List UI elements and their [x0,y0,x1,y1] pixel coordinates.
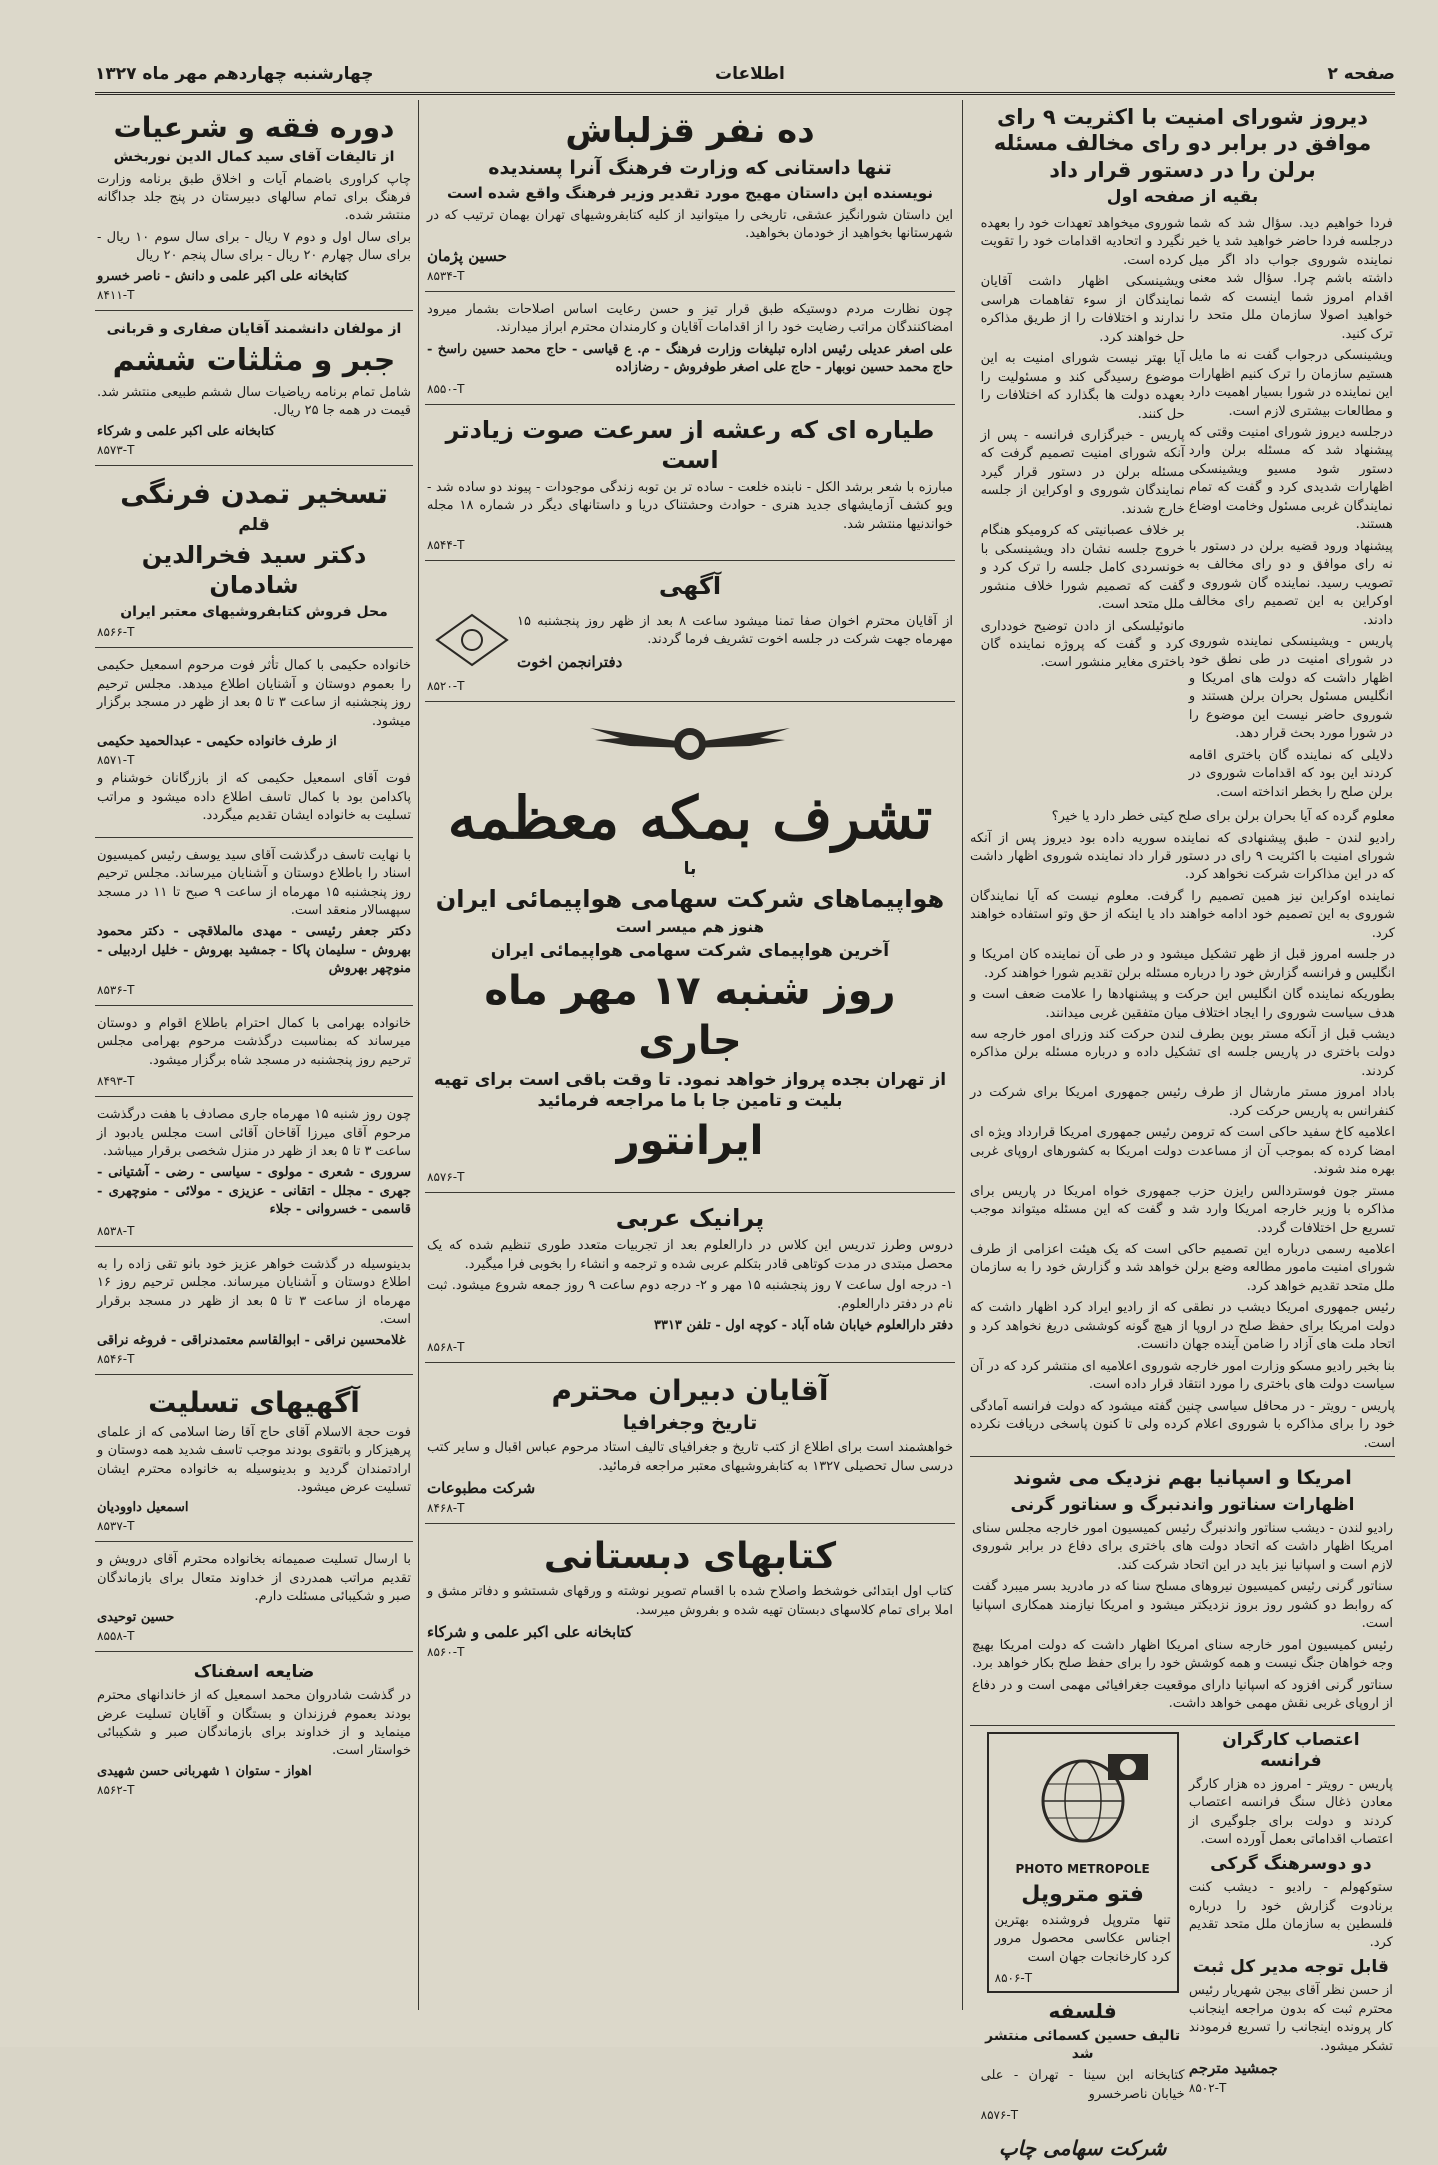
ad-code: ۸۵۲۰-T [427,679,465,694]
ad-title: تشرف بمکه معظمه [447,784,933,853]
ad-connector: با [683,858,697,879]
news-paragraph: ستوکهولم - رادیو - دیشب کنت برنادوت گزارش خود را درباره فلسطین به سازمان ملل متحد تقدیم کرد. [1188,1880,1393,1951]
notice-body [517,610,953,671]
ad-text: با نهایت تاسف درگذشت آقای سید یوسف رئیس کمیسیون اسناد را باطلاع دوستان و آشنایان میرساند. مجلس ترحیم روز پنجشنبه ۱۵ مهرماه از ساعت ۹ صبح تا ۱۱ در مسجد سپهسالار منعقد است. [97,847,411,918]
photo-brand: فتو متروپل [1021,1881,1144,1907]
news-headline: دیروز شورای امنیت با اکثریت ۹ رای موافق در برابر دو رای مخالف مسئله برلن را در دستور قرار داد [993,105,1372,182]
news-paragraph: پیشنهاد ورود قضیه برلن در دستور با نه رای موافق و دو رای مخالف به تصویب رسید. نماینده گان شوروی و اوکراین به این تصمیم رای مخالف دادند. [1188,538,1393,628]
thanks-notice [425,292,955,405]
article-headline: امریکا و اسپانیا بهم نزدیک می شوند [1013,1467,1352,1489]
ad-code: ۸۵۶۲-T [97,1782,135,1797]
emblem-icon [427,605,517,675]
ad-code: ۸۴۹۳-T [97,1074,135,1089]
ad-code: ۸۵۵۰-T [427,381,465,396]
ad-text: چون روز شنبه ۱۵ مهرماه جاری مصادف با هفت درگذشت مرحوم آقای میرزا آقاخان آقائی است مجلس یادبود از ساعت ۳ تا ۵ بعد از ظهر در منزل شخصی برقرار میباشد. [97,1107,411,1160]
arabic-course-ad [425,1193,955,1362]
ad-title: پرانیک عربی [615,1204,765,1233]
news-paragraph: شوروی میخواهد تعهدات خود را بعهده نگیرد و اتحادیه اقدامات خود را تقویت کرده است. [980,216,1185,268]
news-paragraph: بنا بخبر رادیو مسکو وزارت امور خارجه شوروی اعلامیه ای منتشر کرد که در آن سیاست دولت های باختری را مورد انتقاد قرار داده است. [970,1358,1395,1393]
ad-text: فوت آقای اسمعیل حکیمی که از بازرگانان خوشنام و پاکدامن بود با کمال تاسف اطلاع داده میشود و مراتب تسلیت به خانواده ایشان تقدیم میگردد. [97,771,411,824]
ad-text: این داستان شورانگیز عشقی، تاریخی را میتوانید از کلیه کتابفروشیهای تهران بهمان ترتیب که در شهرستانها بخواهید از خودمان بخواهید. [427,208,953,242]
ad-code: ۸۵۳۸-T [97,1223,135,1238]
globe-logo-icon [1008,1746,1158,1856]
book-ad-qizilbash [425,100,955,292]
news-paragraph: سناتور گرنی افزود که اسپانیا دارای موقعیت جغرافیائی مهمی است و در دفاع از اروپای غربی نقش مهمی خواهد داشت. [972,1677,1393,1712]
ad-title: ضایعه اسفناک [193,1661,315,1682]
ad-signature: شرکت مطبوعات [427,1479,536,1498]
ad-subtitle: هنوز هم میسر است [615,917,765,936]
ad-signature: حسین پژمان [427,246,507,265]
philosophy-ad-title: فلسفه [1048,1999,1117,2024]
ad-author: دکتر سید فخرالدین شادمان [141,540,367,599]
ad-code: ۸۵۰۲-T [1188,2080,1227,2095]
ad-text: خانواده حکیمی با کمال تأثر فوت مرحوم اسمعیل حکیمی را بعموم دوستان و آشنایان اطلاع میدهد. مجلس ترحیم روز پنجشنبه از ساعت ۳ تا ۵ بعد از ظهر در مسجد برگزار میشود. [97,658,411,729]
ad-text: کتابخانه ابن سینا - تهران - علی خیابان ناصرخسرو [980,2068,1185,2102]
ad-signature: اهواز - ستوان ۱ شهربانی حسن شهیدی [97,1763,312,1779]
news-paragraph: رادیو لندن - دیشب سناتور واندنبرگ رئیس کمیسیون امور خارجه مجلس سنای امریکا اظهار داشت که اتحاد دولت های باختری برای دفاع در برابر شوروی لازم است و اسپانیا نیز باید در این اتحاد شرکت کند. [972,1521,1393,1573]
ad-code: ۸۵۶۸-T [427,1339,465,1354]
ad-text: ۱- درجه اول ساعت ۷ روز پنجشنبه ۱۵ مهر و ۲- درجه دوم ساعت ۹ روز جمعه شروع میشود. ثبت نام در دفتر دارالعلوم. [427,1278,953,1312]
philosophy-author: تالیف حسین کسمائی منتشر شد [985,2028,1181,2062]
news-paragraph: در جلسه امروز قبل از ظهر تشکیل میشود و در طی آن نماینده کان امریکا و انگلیس و فرانسه گزارش خود را درباره مسئله برلن تقدیم شورا خواهند کرد. [970,947,1395,981]
signatory-names: علی اصغر عدیلی رئیس اداره تبلیغات وزارت فرهنگ - م. ع قیاسی - حاج محمد حسین راسخ - حاج محمد حسین نوبهار - حاج علی اصغر طوفروش - رضازاده [427,341,953,376]
ad-signature: دفترانجمن اخوت [517,652,623,671]
ad-title: طیاره ای که رعشه از سرعت صوت زیادتر است [445,415,935,474]
ad-text: از تهران بجده پرواز خواهد نمود. تا وقت باقی است برای تهیه بلیت و تامین جا با ما مراجعه فرمائید [433,1069,947,1112]
news-subcolumn [981,212,1185,676]
column-divider [418,100,419,2010]
ad-code: ۸۵۴۶-T [97,1351,135,1366]
news-paragraph: پاریس - رویتر - امروز ده هزار کارگر معادن ذغال سنگ فرانسه اعتصاب کردند و دولت برای جلوگیری از اعتصاب اقداماتی بعمل آورده است. [1188,1777,1393,1848]
top-rule [95,92,1395,95]
ad-code: ۸۵۷۳-T [97,442,135,457]
ad-code: ۸۵۶۶-T [97,625,135,640]
issue-date: چهارشنبه چهاردهم مهر ماه ۱۳۲۷ [95,64,374,84]
photo-brand-latin: PHOTO METROPOLE [1015,1861,1150,1876]
ad-text: شامل تمام برنامه ریاضیات سال ششم طبیعی منتشر شد. قیمت در همه جا ۲۵ ریال. [97,384,411,419]
ad-title: جبر و مثلثات ششم [112,343,396,379]
article-headline: اعتصاب کارگران فرانسه [1222,1729,1360,1771]
ad-signature: از طرف خانواده حکیمی - عبدالحمید حکیمی [97,734,337,750]
ad-text: دروس وطرز تدریس این کلاس در دارالعلوم بعد از تجربیات متعدد طوری تنظیم شده که یک محصل مبتدی در مدت کوتاهی قادر بتکلم عربی شده و ترجمه و انشاء را بخوبی فرا میگیرد. [427,1238,953,1272]
ad-title: آگهی [658,572,722,601]
condolence-ads [95,1375,413,1543]
ad-byline: قلم [238,514,270,535]
magazine-ad [425,405,955,561]
ad-text: با ارسال تسلیت صمیمانه بخانواده محترم آقای درویش و تقدیم مراتب همدردی از خداوند متعال برای بازماندگان صبر و شکیبائی مسئلت دارم. [97,1552,411,1605]
ad-subtitle: تاریخ وجغرافیا [622,1411,758,1434]
news-paragraph: از حسن نظر آقای بیجن شهریار رئیس محترم ثبت که بدون مراجعه اینجانب کار پرونده اینجانب را تسریع فرمودند تشکر میشود. [1188,1983,1393,2054]
signatory-names: دکتر جعفر رئیسی - مهدی مالملاقچی - دکتر محمود بهروش - سلیمان پاکا - جمشید بهروش - خلیل اردبیلی - منوچهر بهروش [97,924,411,977]
news-paragraph: پاریس - رویتر - در محافل سیاسی چنین گفته میشود که دولت فرانسه آمادگی خود را برای مذاکره با شوروی اعلام کرده ولی تا کنون پاسخی دریافت نکرده است. [970,1398,1395,1451]
ad-prices: برای سال اول و دوم ۷ ریال - برای سال سوم ۱۰ ریال - برای سال چهارم ۲۰ ریال - برای سال پنجم ۲۰ ریال [97,229,411,264]
fiqh-book-ad [95,100,413,311]
condolence-notice [95,1542,413,1651]
ad-code: ۸۵۳۶-T [97,982,135,997]
article-subhead: اظهارات سناتور واندنبرگ و سناتور گرنی [1010,1494,1355,1515]
ad-text: آخرین هواپیمای شرکت سهامی هواپیمائی ایران [490,940,890,961]
news-paragraph: اعلامیه رسمی درباره این تصمیم حاکی است که یک هیئت اعزامی از طرف شورای امنیت مامور مطالعه وضع برلن خواهد شد و گزارش خود را به سازمان ملل متحد تقدیم خواهد کرد. [970,1242,1395,1294]
ad-subtitle: نویسنده این داستان مهیج مورد تقدیر وزیر فرهنگ واقع شده است [447,184,933,203]
ad-subtitle: از مولفان دانشمند آقایان صفاری و قربانی [106,320,402,337]
ad-signature: حسین توحیدی [97,1609,175,1625]
wings-logo-icon [427,708,953,778]
ad-signature: کتابخانه علی اکبر علمی و شرکاء [427,1623,633,1642]
ad-text: در گذشت شادروان محمد اسمعیل که از خاندانهای محترم بودند بعموم فرزندان و بستگان و آقایان تسلیت عرض مینماید و از خداوند برای بازماندگان صبر و شکیبائی خواستار است. [97,1688,411,1759]
ad-signature: غلامحسین نراقی - ابوالقاسم معتمدنراقی - فروغه نراقی [97,1332,406,1348]
ad-brand: ایرانتور [616,1118,764,1165]
printer-name: شرکت سهامی چاپ [998,2136,1167,2161]
ad-title: آگهیهای تسلیت [148,1385,360,1419]
news-paragraph: بطوریکه نماینده گان انگلیس این حرکت و پیشنهادها را علامت ضعف است و هدف سیاست شوروی را ایجاد اختلاف میان متفقین غربی میدانند. [970,987,1395,1021]
ad-address: دفتر دارالعلوم خیابان شاه آباد - کوچه اول - تلفن ۳۳۱۳ [653,1318,953,1334]
news-subhead: بقیه از صفحه اول [1106,186,1259,207]
ad-text: فوت حجة الاسلام آقای حاج آقا رضا اسلامی که از علمای پرهیزکار و باتقوی بودند موجب تاسف شدید همه دوستان و ارادتمندان گردید و بدینوسیله به خانواده محترم ایشان تسلیت عرض میشود. [97,1424,411,1496]
news-column [970,100,1396,2161]
ad-title: کتابهای دبستانی [543,1536,837,1578]
news-paragraph: رئیس کمیسیون امور خارجه سنای امریکا اظهار داشت که دولت امریکا بهیچ وجه خواهان جنگ نیست و همه کوشش خود را برای حفظ صلح بکار خواهد برد. [972,1637,1393,1672]
ad-code: ۸۵۵۸-T [97,1628,135,1643]
ad-subcolumn [981,1726,1185,2165]
ad-text: بدینوسیله در گذشت خواهر عزیز خود بانو تقی زاده را به اطلاع دوستان و آشنایان میرساند. مجلس ترحیم روز ۱۶ مهرماه از ساعت ۳ تا ۵ بعد از ظهر در مسجد برقرار است. [97,1256,412,1328]
ad-code: ۸۴۱۱-T [97,287,135,302]
ad-signature: کتابخانه علی اکبر علمی و دانش - ناصر خسرو [97,268,349,284]
notice-ad [425,561,955,702]
news-paragraph: آیا بهتر نیست شورای امنیت به این موضوع رسیدگی کند و مسئولیت را بعهده دولت ها بگذارد که اختلافات را حل کنند. [980,351,1185,422]
news-paragraph: نماینده اوکراین نیز همین تصمیم را گرفت. معلوم نیست که آیا نمایندگان شوروی به این تصمیم خود ادامه خواهند داد یا اینکه از حق وتو استفاده خواهند کرد. [970,888,1395,941]
memorial-notice [95,1247,413,1375]
ad-title: تسخیر تمدن فرنگی [120,476,388,510]
condolence-notice [95,648,413,837]
notice-signature: جمشید مترجم [1188,2058,1278,2077]
ad-code: ۸۵۷۶-T [427,1170,465,1185]
news-paragraph: پاریس - خبرگزاری فرانسه - پس از آنکه شورای امنیت تصمیم گرفت که مسئله برلن در دستور قرار گیرد نمایندگان شوروی و اوکراین از جلسه خارج شدند. [980,427,1185,517]
news-subcolumn [1189,1726,1393,2095]
news-paragraph: رادیو لندن - طبق پیشنهادی که نماینده سوریه داده بود دیروز پس از آنکه شورای امنیت با اکثریت ۹ رای در دستور قرار داد نماینده شوروی اظهار داشت که در این مذاکرات شرکت نخواهد کرد. [970,830,1396,883]
news-paragraph: ویشینسکی درجواب گفت نه ما مایل هستیم سازمان را ترک کنیم اظهارات این نماینده در شورا بسیار اهمیت دارد و مطالعات بیشتری لازم است. [1188,348,1393,419]
ad-code: ۸۵۳۴-T [427,268,465,283]
math-book-ad [95,311,413,466]
ad-subtitle: تنها داستانی که وزارت فرهنگ آنرا پسندیده [488,156,892,179]
ad-subtitle: هواپیماهای شرکت سهامی هواپیمائی ایران [435,884,945,913]
news-paragraph: معلوم گرده که آیا بحران برلن برای صلح کیتی خطر دارد یا خیر؟ [1051,809,1395,825]
ad-code: ۸۵۳۷-T [97,1519,135,1534]
ad-text: چون نظارت مردم دوستیکه طبق قرار تیز و حسن رعایت اساس اصلاحات بشمار میرود امضاکنندگان مراتب رضایت خود را از اقدامات آقایان و کارمندان محترم ابراز میدارند. [427,301,953,336]
ad-code: ۸۵۷۱-T [97,753,135,768]
news-paragraph: سناتور گرنی رئیس کمیسیون نیروهای مسلح سنا که در مادرید بسر میبرد گفت که روابط دو کشور روز بروز نزدیکتر میشود و امریکا نیازمند همکاری اسپانیا است. [972,1579,1393,1632]
ad-text: خانواده بهرامی با کمال احترام باطلاع اقوام و دوستان میرساند که بمناسبت درگذشت مرحوم بهرامی مجلس ترحیم روز پنجشنبه در مسجد شاه برگزار میشود. [97,1015,411,1068]
news-paragraph: مانوئیلسکی از دادن توضیح خودداری کرد و گفت که پروژه نماینده گان باختری مغایر منشور است. [980,618,1185,671]
memorial-notice [95,1006,413,1097]
ad-code: ۸۵۴۴-T [427,538,465,553]
masthead [95,60,1395,90]
news-article [970,1456,1395,1726]
ad-text: چاپ کراوری باضمام آیات و اخلاق طبق برنامه وزارت فرهنگ برای تمام سالهای دبیرستان در پنج جلد جداگانه منتشر شده. [97,171,411,224]
ad-text: تنها متروپل فروشنده بهترین اجناس عکاسی محصول مرور کرد کارخانجات جهان است [994,1913,1171,1965]
photo-metropole-ad [987,1732,1179,1994]
signatory-names: سروری - شعری - مولوی - سیاسی - رضی - آشتیانی - جهری - مجلل - اتقانی - عزیزی - مولائی - منوچهری - قاسمی - خسروانی - جلاء [97,1165,411,1218]
article-headline: دو دوسرهنگ گرکی [1210,1853,1372,1874]
civilization-book-ad [95,466,413,649]
ad-text: مبارزه با شعر برشد الکل - نابنده خلعت - ساده تر بن توبه زندگی موجودات - پیوند دو ساده شد - ویو کشف آزمایشهای جدید هنری - حوادث وحشتناک دریا و داستانهای دیگر در شماره ۱۸ مجله خواندنیها منتشر شد. [427,479,954,532]
ad-subtitle: از تالیفات آقای سید کمال الدین نوربخش [113,149,395,165]
column-divider [962,100,963,2010]
news-paragraph: رئیس جمهوری امریکا دیشب در نطقی که از رادیو ایراد کرد اظهار داشت که دولت امریکا برای حفظ صلح در اروپا از هیچ گونه کوششی دریغ نخواهد کرد و اتحاد ملت های آزاد را ضامن آینده جهان دانست. [970,1300,1395,1353]
flight-date: روز شنبه ۱۷ مهر ماه جاری [484,967,896,1064]
news-continued [970,805,1395,1456]
news-paragraph: مستر جون فوستردالس رایزن حزب جمهوری خواه امریکا در پاریس برای مذاکره با وزیر خارجه امریکا وارد شد و گفت که این مسئله میتواند موجب تسریع حل اختلافات گردد. [970,1183,1395,1236]
news-subcolumn [1189,212,1393,805]
ad-code: ۸۵۰۶-T [994,1971,1033,1986]
news-paragraph: پاریس - ویشینسکی نماینده شوروی در شورای امنیت در طی نطق خود اظهار داشت که دولت های امریکا و انگلیس مسئول بحران برلن هستند و شوروی حاضر نیست این موضوع را در شورا مورد بحث قرار دهد. [1188,633,1393,742]
news-paragraph: ویشینسکی اظهار داشت آقایان نمایندگان از سوء تفاهمات هراسی ندارند و اختلافات را از طریق مذاکره حل خواهند کرد. [980,274,1185,345]
ad-text: از آقایان محترم اخوان صفا تمنا میشود ساعت ۸ بعد از ظهر روز پنجشنبه ۱۵ مهرماه جهت شرکت در جلسه اخوت تشریف فرما گردند. [517,613,953,648]
loss-notice [95,1652,413,1805]
news-paragraph: اعلامیه کاخ سفید حاکی است که ترومن رئیس جمهوری امریکا قرارداد ویژه ای امضا کرده که بموجب آن از مساعدت دولت امریکا به کشورهای اروپای غربی بهره مند شوند. [970,1125,1395,1178]
ad-code: ۸۴۶۸-T [427,1501,465,1516]
schoolbooks-ad [425,1524,955,1667]
ad-signature: کتابخانه علی اکبر علمی و شرکاء [97,423,276,439]
ad-title: ده نفر قزلباش [565,111,815,151]
notice-row [427,605,953,675]
ad-code: ۸۵۶۰-T [427,1645,465,1660]
ad-subtitle: محل فروش کتابفروشیهای معتبر ایران [120,603,388,620]
memorial-notice [95,1097,413,1247]
ads-column-left [95,100,413,2000]
ad-title: آقایان دبیران محترم [551,1373,829,1407]
news-paragraph: بر خلاف عصبانیتی که کرومیکو هنگام خروج جلسه نشان داد ویشینسکی با خونسردی کامل جلسه را ترک کرد و گفت که تصمیم شورا خلاف منشور ملل متحد است. [980,523,1185,613]
paper-name: اطلاعات [715,64,785,84]
news-paragraph: دلایلی که نماینده گان باختری اقامه کردند این بود که اقدامات شوروی در برلن صلح را بخطر انداخته است. [1188,747,1393,800]
ad-text: کتاب اول ابتدائی خوشخط واصلاح شده با اقسام تصویر نوشته و ورقهای شستشو و دفاتر مشق و املا برای تمام کلاسهای دبستان تهیه شده و بفروش میرسد. [427,1584,953,1618]
news-paragraph: دیشب قبل از آنکه مستر بوین بطرف لندن حرکت کند وزرای امور خارجه سه دولت باختری در پاریس جلسه ای تشکیل داده و درباره مسئله برلن مذاکره کردند. [970,1027,1395,1079]
news-paragraph: فردا خواهیم دید. سؤال شد که شما درجلسه فردا حاضر خواهید شد یا خیر نماینده شوروی جواب داد اگر میل داشته باشم چرا. سؤال شد معنی اقدام امروز شما اینست که شما خواهید اصولا سازمان ملل متحد را ترک کنید. [1188,216,1393,342]
mecca-flight-ad [425,702,955,1193]
ad-text: خواهشمند است برای اطلاع از کتب تاریخ و جغرافیای تالیف استاد مرحوم عباس اقبال و سایر کتب درسی سال تحصیلی ۱۳۲۷ به کتابفروشیهای معتبر مراجعه فرمائید. [427,1440,953,1474]
memorial-notice [95,838,413,1006]
ads-column-middle [425,100,955,2000]
news-paragraph: باداد امروز مستر مارشال از طرف رئیس جمهوری امریکا برای شرکت در کنفرانس به پاریس حرکت کرد. [970,1085,1395,1119]
page-number: صفحه ۲ [1327,64,1395,84]
ad-title: دوره فقه و شرعیات [113,111,395,144]
ad-signature: اسمعیل داوودیان [97,1500,189,1516]
teachers-ad [425,1363,955,1525]
article-headline: قابل توجه مدیر کل ثبت [1192,1956,1389,1977]
news-paragraph: درجلسه دیروز شورای امنیت وقتی که پیشنهاد شد که مسئله برلن وارد دستور شود مسیو ویشینسکی اظهارات شدیدی کرد و گفت که تمام نمایندگان غربی مسئول وخامت اوضاع هستند. [1188,424,1393,533]
ad-code: ۸۵۷۶-T [980,2108,1019,2123]
